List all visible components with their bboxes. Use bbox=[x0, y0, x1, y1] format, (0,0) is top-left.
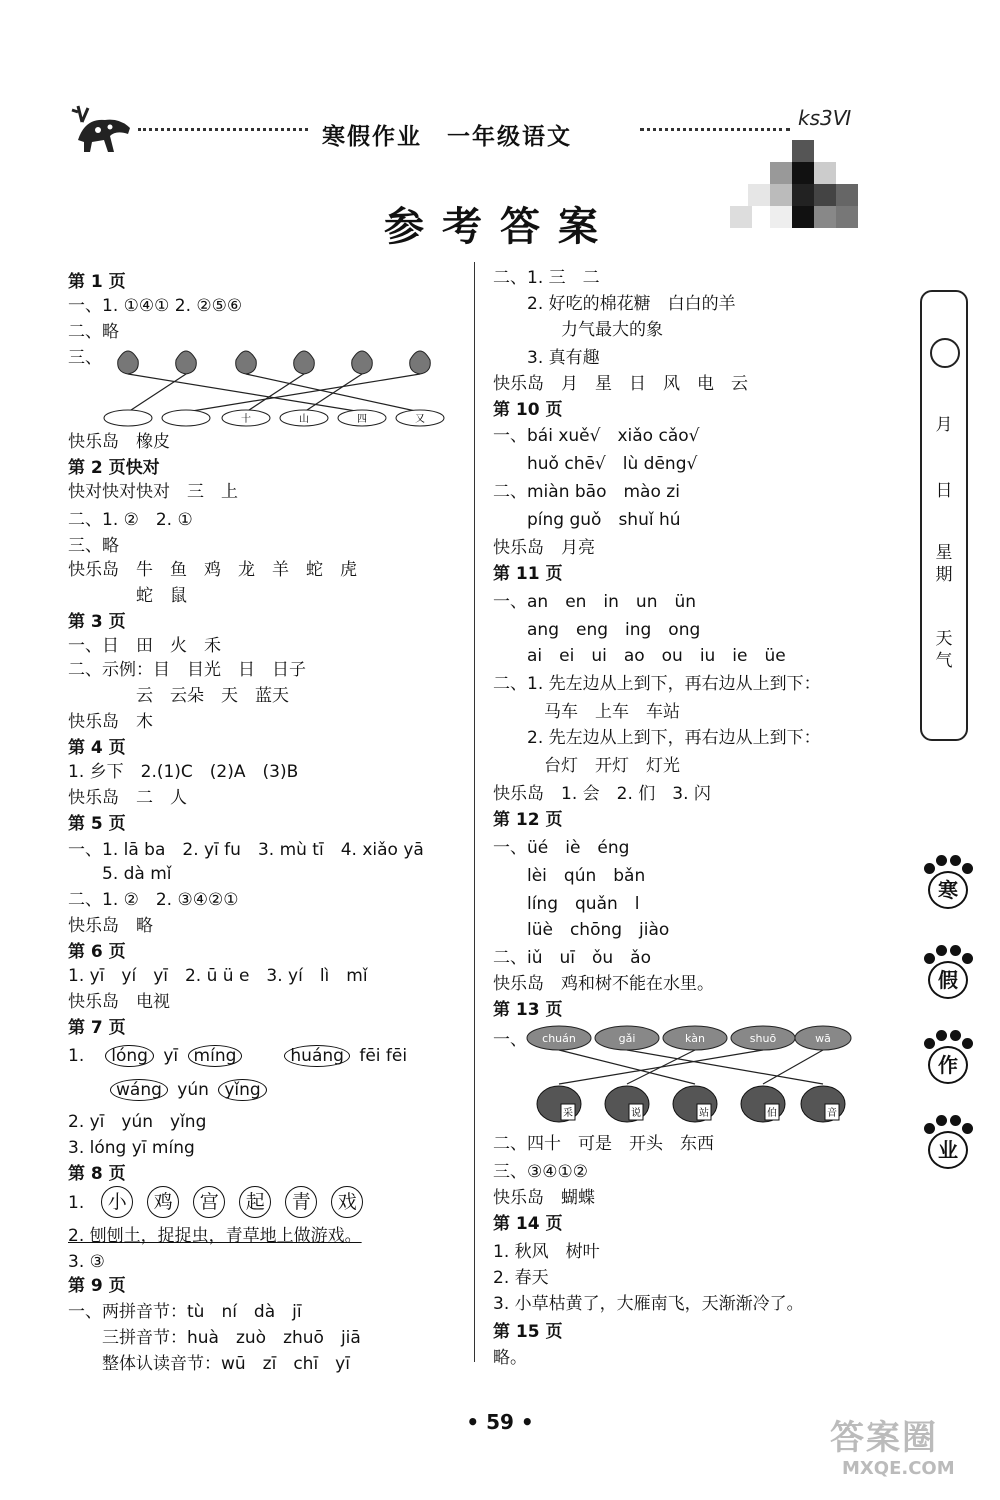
page8-line1 bbox=[68, 1186, 377, 1220]
answer-line: 整体认读音节：wū zī chī yī bbox=[68, 1354, 350, 1374]
answer-line: 略。 bbox=[493, 1348, 527, 1368]
peach-matching-figure bbox=[98, 338, 458, 433]
answer-line: 快乐岛 木 bbox=[68, 712, 153, 732]
answer-line: 第 13 页 bbox=[493, 1000, 563, 1020]
item-number: 1. bbox=[68, 1046, 85, 1066]
answer-line: 第 14 页 bbox=[493, 1214, 563, 1234]
answer-line: píng guǒ shuǐ hú bbox=[493, 510, 681, 530]
frog-char: 站 bbox=[699, 1108, 709, 1119]
answer-line: 2. 先左边从上到下，再右边从上到下： bbox=[493, 728, 821, 748]
answer-line: 第 3 页 bbox=[68, 612, 126, 632]
answer-line: 二、1. ② 2. ③④②① bbox=[68, 890, 239, 910]
answer-line: 第 10 页 bbox=[493, 400, 563, 420]
answer-line: 二、iǔ uī ǒu ǎo bbox=[493, 948, 651, 968]
answer-line: 三、 bbox=[68, 348, 102, 368]
paw-badge-icon bbox=[920, 1115, 972, 1167]
answer-line: lüè chōng jiào bbox=[493, 920, 670, 940]
page7-line1 bbox=[68, 1044, 407, 1068]
answer-line: 3. 真有趣 bbox=[493, 348, 600, 368]
page-number: • 59 • bbox=[466, 1410, 534, 1434]
header-dots-left bbox=[138, 128, 308, 137]
circled-char: 鸡 bbox=[147, 1186, 179, 1218]
bowl-label: 又 bbox=[415, 414, 425, 425]
header-dots-right bbox=[640, 128, 790, 137]
leaf-frog-matching-figure bbox=[523, 1022, 853, 1132]
page9-heading: 第 9 页 bbox=[68, 1276, 126, 1296]
answer-line: 快乐岛 橡皮 bbox=[68, 432, 170, 452]
paw-badge-icon bbox=[920, 855, 972, 907]
answer-line: lèi qún bǎn bbox=[493, 866, 646, 886]
watermark-logo: 答案圈 bbox=[830, 1418, 938, 1458]
leaf-pinyin: kàn bbox=[685, 1032, 705, 1045]
answer-line: líng quǎn l bbox=[493, 894, 640, 914]
bowl-label: 四 bbox=[357, 414, 367, 425]
answer-line: 第 12 页 bbox=[493, 810, 563, 830]
answer-line: 一、1. lā ba 2. yī fu 3. mù tī 4. xiǎo yā bbox=[68, 840, 424, 860]
leaf-pinyin: wā bbox=[815, 1032, 831, 1045]
answer-line: huǒ chē√ lù dēng√ bbox=[493, 454, 698, 474]
leaf-pinyin: shuō bbox=[749, 1032, 777, 1045]
page8-heading: 第 8 页 bbox=[68, 1164, 126, 1184]
circled-char: 起 bbox=[239, 1186, 271, 1218]
answer-line: 二、1. ② 2. ① bbox=[68, 510, 193, 530]
circled-pinyin: huáng bbox=[284, 1045, 350, 1067]
circled-pinyin: wáng bbox=[110, 1079, 168, 1101]
answer-line: 快乐岛 略 bbox=[68, 916, 153, 936]
page-title: 参考答案 bbox=[384, 204, 616, 250]
peach-icons bbox=[118, 351, 431, 374]
clock-icon bbox=[930, 338, 960, 368]
answer-line: 快乐岛 二 人 bbox=[68, 788, 187, 808]
item-number: 1. bbox=[68, 1193, 85, 1213]
page7-line2 bbox=[106, 1078, 271, 1102]
frog-char: 采 bbox=[563, 1108, 573, 1119]
answer-line: 一、日 田 火 禾 bbox=[68, 636, 221, 656]
answer-line: 5. dà mǐ bbox=[68, 864, 172, 884]
answer-line: 2. 刨刨土，捉捉虫，青草地上做游戏。 bbox=[68, 1226, 362, 1246]
answer-line: 二、1. 三 二 bbox=[493, 268, 600, 288]
header-title: 寒假作业 一年级语文 bbox=[322, 124, 572, 150]
watermark-url: MXQE.COM bbox=[842, 1458, 955, 1479]
answer-line: 快乐岛 月亮 bbox=[493, 538, 595, 558]
circled-pinyin: míng bbox=[188, 1045, 243, 1067]
answer-line: 第 2 页快对 bbox=[68, 458, 160, 478]
paw-char: 作 bbox=[928, 1046, 968, 1084]
answer-line: 1. yī yí yī 2. ū ü e 3. yí lì mǐ bbox=[68, 966, 368, 986]
circled-char: 青 bbox=[285, 1186, 317, 1218]
leaf-pinyin: chuán bbox=[542, 1032, 576, 1045]
answer-line: 3. lóng yī míng bbox=[68, 1138, 195, 1158]
sidebar-month: 月 bbox=[935, 415, 953, 435]
sidebar-day: 日 bbox=[935, 481, 953, 501]
answer-line: 一、两拼音节：tù ní dà jī bbox=[68, 1302, 302, 1322]
circled-pinyin: yǐng bbox=[218, 1079, 266, 1101]
frog-char: 伯 bbox=[767, 1108, 777, 1119]
answer-line: 台灯 开灯 灯光 bbox=[493, 756, 680, 776]
answer-line: 力气最大的象 bbox=[493, 320, 663, 340]
answer-line: 快乐岛 月 星 日 风 电 云 bbox=[493, 374, 748, 394]
matching-lines bbox=[559, 1050, 823, 1084]
frog-char: 音 bbox=[827, 1108, 837, 1119]
pinyin: yī bbox=[163, 1046, 179, 1066]
answer-line: ai ei ui ao ou iu ie üe bbox=[493, 646, 786, 666]
date-sidebar bbox=[920, 290, 968, 741]
bowl-icons bbox=[104, 410, 444, 426]
answer-line: 1. 秋风 树叶 bbox=[493, 1242, 600, 1262]
page7-heading: 第 7 页 bbox=[68, 1018, 126, 1038]
pinyin: yún bbox=[177, 1080, 209, 1100]
answer-line: 二、略 bbox=[68, 322, 119, 342]
answer-line: 三拼音节：huà zuò zhuō jiā bbox=[68, 1328, 361, 1348]
circled-char: 戏 bbox=[331, 1186, 363, 1218]
answer-line: 第 5 页 bbox=[68, 814, 126, 834]
answer-line: ang eng ing ong bbox=[493, 620, 701, 640]
frog-icons bbox=[537, 1086, 845, 1122]
frog-char: 说 bbox=[631, 1108, 641, 1119]
header-scribble: ks3Ⅵ bbox=[798, 106, 852, 130]
answer-line: 2. 好吃的棉花糖 白白的羊 bbox=[493, 294, 736, 314]
paw-char: 业 bbox=[928, 1131, 968, 1169]
answer-line: 快乐岛 牛 鱼 鸡 龙 羊 蛇 虎 bbox=[68, 560, 357, 580]
answer-line: 第 1 页 bbox=[68, 272, 126, 292]
answer-line: 快乐岛 1. 会 2. 们 3. 闪 bbox=[493, 784, 711, 804]
answer-line: 一、üé iè éng bbox=[493, 838, 630, 858]
answer-line: 2. 春天 bbox=[493, 1268, 549, 1288]
paw-badge-icon bbox=[920, 1030, 972, 1082]
circled-pinyin: lóng bbox=[105, 1045, 154, 1067]
answer-line: 二、示例：目 目光 日 日子 bbox=[68, 660, 306, 680]
answer-line: 一、 bbox=[493, 1030, 527, 1050]
answer-line: 一、an en in un ün bbox=[493, 592, 697, 612]
sidebar-weather: 天气 bbox=[935, 629, 953, 671]
answer-line: 第 6 页 bbox=[68, 942, 126, 962]
answer-line: 二、四十 可是 开头 东西 bbox=[493, 1134, 714, 1154]
pinyin: fēi fēi bbox=[359, 1046, 408, 1066]
answer-line: 蛇 鼠 bbox=[68, 586, 187, 606]
paw-char: 寒 bbox=[928, 871, 968, 909]
deer-icon bbox=[70, 100, 140, 155]
answer-line: 快乐岛 电视 bbox=[68, 992, 170, 1012]
answer-line: 2. yī yún yǐng bbox=[68, 1112, 207, 1132]
answer-line: 第 4 页 bbox=[68, 738, 126, 758]
answer-line: 二、1. 先左边从上到下，再右边从上到下： bbox=[493, 674, 821, 694]
answer-line: 马车 上车 车站 bbox=[493, 702, 680, 722]
bowl-label: 山 bbox=[299, 414, 309, 425]
circled-char: 小 bbox=[101, 1186, 133, 1218]
paw-badge-icon bbox=[920, 945, 972, 997]
answer-line: 一、1. ①④① 2. ②⑤⑥ bbox=[68, 296, 243, 316]
matching-lines bbox=[128, 374, 420, 412]
answer-line: 3. ③ bbox=[68, 1252, 105, 1272]
answer-line: 三、略 bbox=[68, 536, 119, 556]
bowl-label: 十 bbox=[241, 414, 251, 425]
circled-char: 宫 bbox=[193, 1186, 225, 1218]
answer-line: 二、miàn bāo mào zi bbox=[493, 482, 680, 502]
answer-line: 第 11 页 bbox=[493, 564, 563, 584]
leaf-pinyin: gǎi bbox=[618, 1032, 636, 1045]
answer-line: 快乐岛 蝴蝶 bbox=[493, 1188, 595, 1208]
answer-line: 云 云朵 天 蓝天 bbox=[68, 686, 289, 706]
answer-line: 快对快对快对 三 上 bbox=[68, 482, 238, 502]
sidebar-weekday: 星期 bbox=[935, 543, 953, 585]
answer-line: 3. 小草枯黄了，大雁南飞，天渐渐冷了。 bbox=[493, 1294, 804, 1314]
answer-line: 第 15 页 bbox=[493, 1322, 563, 1342]
column-divider bbox=[474, 262, 475, 1362]
answer-line: 1. 乡下 2.(1)C (2)A (3)B bbox=[68, 762, 299, 782]
paw-char: 假 bbox=[928, 961, 968, 999]
answer-line: 三、③④①② bbox=[493, 1162, 588, 1182]
answer-line: 一、bái xuě√ xiǎo cǎo√ bbox=[493, 426, 700, 446]
answer-line: 快乐岛 鸡和树不能在水里。 bbox=[493, 974, 714, 994]
